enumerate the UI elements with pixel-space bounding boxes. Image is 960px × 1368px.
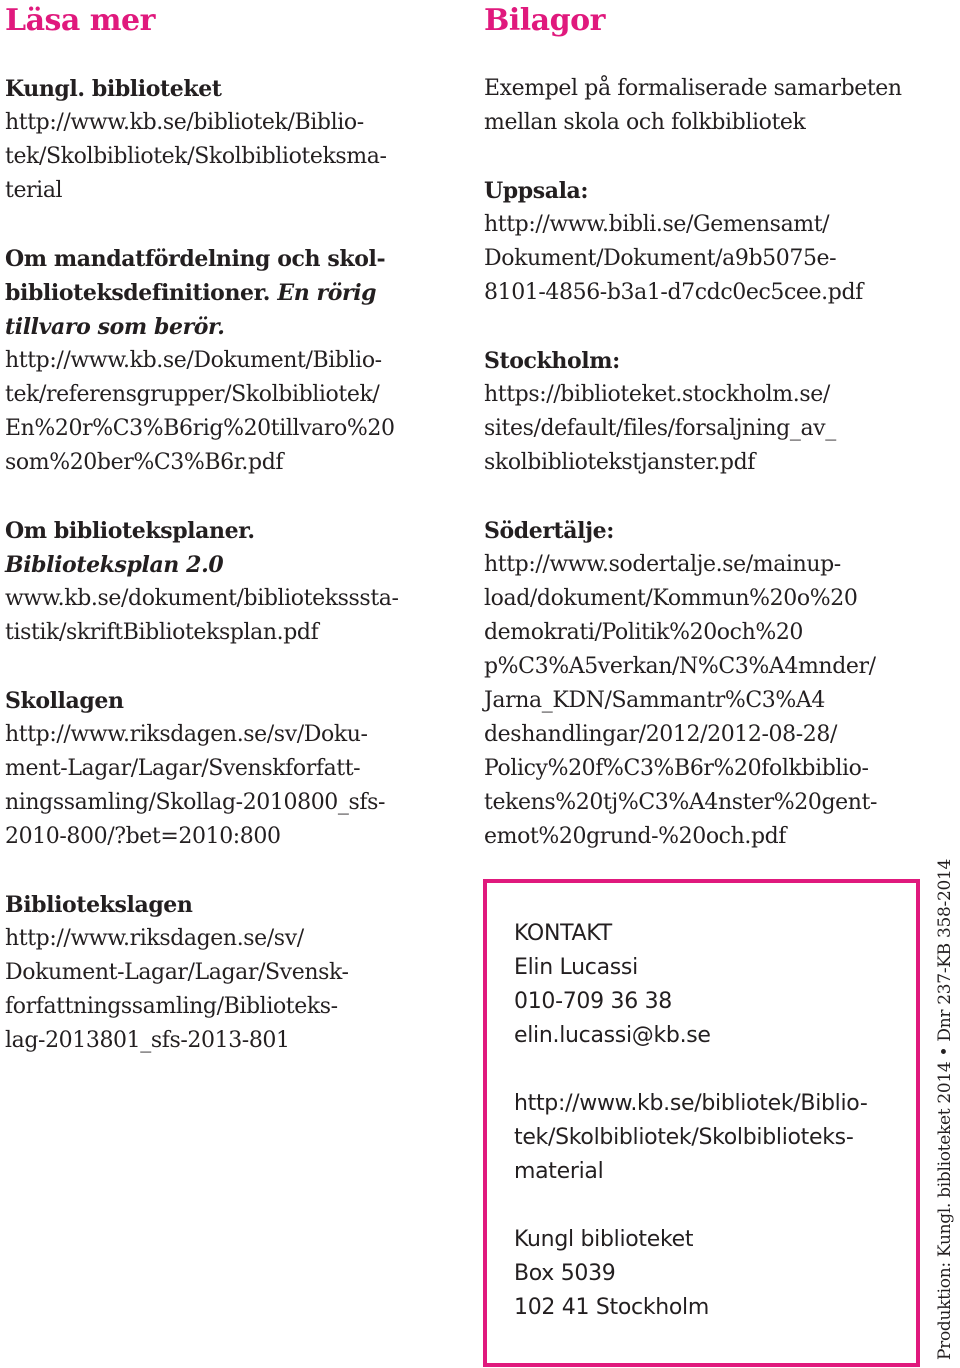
right-line-text: Jarna_KDN/Sammantr%C3%A4 [484,688,825,713]
left-line[interactable] [5,616,465,650]
right-line[interactable] [484,616,934,650]
left-section [5,242,465,480]
bilagor-heading: Bilagor [484,3,605,38]
left-line-text: Biblioteksplan 2.0 [5,552,224,578]
right-line [484,276,934,310]
right-line[interactable] [484,548,934,582]
left-line-text: Om mandatfördelning och skol- [5,246,386,272]
left-line[interactable] [5,140,465,174]
left-line-text: ningssamling/Skollag-2010800_sfs- [5,790,386,815]
left-section [5,72,465,208]
right-line-text: Stockholm: [484,348,620,374]
right-line[interactable] [484,786,934,820]
left-line-text: http://www.kb.se/bibliotek/Biblio- [5,110,364,135]
kontakt-line: Kungl biblioteket [514,1227,694,1252]
left-line-text: Skollagen [5,688,124,714]
left-line[interactable] [5,820,465,854]
left-line-text: 2010-800/?bet=2010:800 [5,824,281,849]
right-line-text: skolbibliotekstjanster.pdf [484,450,756,475]
right-line-text: p%C3%A5verkan/N%C3%A4mnder/ [484,654,876,679]
left-section [5,888,465,1058]
left-line[interactable] [5,446,465,480]
kontakt-title: KONTAKT [514,921,612,946]
left-line-text: som%20ber%C3%B6r.pdf [5,450,284,475]
kontakt-line[interactable]: elin.lucassi@kb.se [514,1023,711,1048]
left-line [5,684,465,718]
right-line [484,446,934,480]
right-line [484,106,934,140]
left-line [5,276,465,310]
right-line-text: Uppsala: [484,178,589,204]
right-line[interactable] [484,650,934,684]
left-section [5,514,465,650]
production-note-text: Produktion: Kungl. biblioteket 2014 • Dnr 237-KB 358-2014 [935,858,955,1360]
right-line-text: http://www.bibli.se/Gemensamt/ [484,212,830,237]
left-line-text: Kungl. biblioteket [5,76,222,102]
left-line[interactable] [5,106,465,140]
kontakt-line[interactable]: http://www.kb.se/bibliotek/Biblio- [514,1091,868,1116]
right-column [484,0,934,854]
right-section [484,174,934,310]
right-line[interactable] [484,208,934,242]
kontakt-line: Elin Lucassi [514,955,638,980]
left-line [5,888,465,922]
right-line-text: mellan skola och folkbibliotek [484,110,806,135]
left-line-text: forfattningssamling/Biblioteks- [5,994,338,1019]
right-line-text: Södertälje: [484,518,614,544]
right-line[interactable] [484,820,934,854]
right-line[interactable] [484,718,934,752]
left-line [5,514,465,548]
left-line [5,310,465,344]
right-line [484,344,934,378]
left-line-text: En%20r%C3%B6rig%20tillvaro%20 [5,416,395,441]
right-line-text: load/dokument/Kommun%20o%20 [484,586,858,611]
left-line [5,1024,465,1058]
kontakt-line: Box 5039 [514,1261,616,1286]
right-line-text: http://www.sodertalje.se/mainup- [484,552,841,577]
left-line-text: tillvaro som berör. [5,314,225,340]
kontakt-spacer [514,1053,914,1087]
production-note [933,788,957,1360]
kontakt-line: 010-709 36 38 [514,989,672,1014]
right-line-text: Dokument/Dokument/a9b5075e- [484,246,837,271]
right-line-text: Exempel på formaliserade samarbeten [484,76,902,101]
left-line [5,174,465,208]
kontakt-line: 102 41 Stockholm [514,1295,710,1320]
left-line[interactable] [5,990,465,1024]
right-section [484,72,934,140]
right-line[interactable] [484,582,934,616]
right-line [484,514,934,548]
left-line-text: tistik/skriftBiblioteksplan.pdf [5,620,319,645]
left-line-text: Om biblioteksplaner. [5,518,255,544]
left-line[interactable] [5,956,465,990]
kontakt-spacer [514,1189,914,1223]
right-line[interactable] [484,242,934,276]
kontakt-line: material [514,1159,604,1184]
left-line-text: biblioteksdefinitioner. [5,280,271,306]
left-line-text: Bibliotekslagen [5,892,193,918]
left-line[interactable] [5,786,465,820]
left-line-text: http://www.riksdagen.se/sv/Doku- [5,722,368,747]
left-line[interactable] [5,922,465,956]
left-line[interactable] [5,718,465,752]
left-line[interactable] [5,582,465,616]
left-column [5,0,465,1058]
left-line[interactable] [5,344,465,378]
right-section [484,344,934,480]
left-line [5,242,465,276]
left-line-text: tek/Skolbibliotek/Skolbiblioteksma- [5,144,387,169]
left-line-text-2: En rörig [270,280,377,306]
right-line[interactable] [484,684,934,718]
kontakt-line[interactable]: tek/Skolbibliotek/Skolbiblioteks- [514,1125,854,1150]
left-line-text: terial [5,178,63,203]
right-line-text: Policy%20f%C3%B6r%20folkbiblio- [484,756,869,781]
left-line-text: http://www.kb.se/Dokument/Biblio- [5,348,382,373]
left-line[interactable] [5,412,465,446]
right-line-text: emot%20grund-%20och.pdf [484,824,787,849]
right-line-text: sites/default/files/forsaljning_av_ [484,416,836,441]
right-line-text: demokrati/Politik%20och%20 [484,620,804,645]
left-line-text: ment-Lagar/Lagar/Svenskforfatt- [5,756,361,781]
right-line[interactable] [484,378,934,412]
left-line [5,72,465,106]
left-line [5,548,465,582]
left-line-text: http://www.riksdagen.se/sv/ [5,926,304,951]
left-line-text: www.kb.se/dokument/biblioteksssta- [5,586,399,611]
right-line-text: https://biblioteket.stockholm.se/ [484,382,830,407]
left-line[interactable] [5,752,465,786]
right-line[interactable] [484,752,934,786]
right-line [484,72,934,106]
right-section [484,514,934,854]
kontakt-box [483,879,920,1367]
left-line[interactable] [5,378,465,412]
kontakt-content [514,917,914,1325]
right-line [484,174,934,208]
lasa-mer-heading: Läsa mer [5,3,155,38]
left-line-text: lag-2013801_sfs-2013-801 [5,1028,290,1053]
left-section [5,684,465,854]
right-line[interactable] [484,412,934,446]
right-sections [484,72,934,854]
right-line-text: tekens%20tj%C3%A4nster%20gent- [484,790,878,815]
left-line-text: Dokument-Lagar/Lagar/Svensk- [5,960,349,985]
right-line-text: 8101-4856-b3a1-d7cdc0ec5cee.pdf [484,280,863,305]
left-sections [5,72,465,1058]
left-line-text: tek/referensgrupper/Skolbibliotek/ [5,382,380,407]
right-line-text: deshandlingar/2012/2012-08-28/ [484,722,837,747]
